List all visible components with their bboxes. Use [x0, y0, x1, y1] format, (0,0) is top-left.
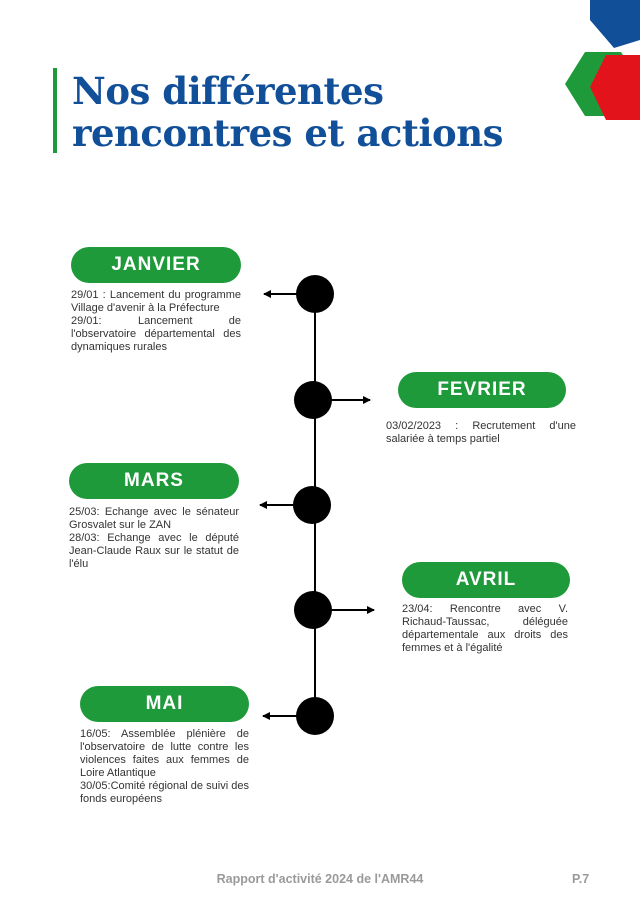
- event-description-mars: [69, 506, 239, 571]
- month-label-avril: AVRIL: [402, 562, 570, 598]
- page-title-line1: Nos différentes: [72, 69, 384, 113]
- event-item: 30/05:Comité régional de suivi des fonds européens: [80, 780, 249, 805]
- month-label-mai: MAI: [80, 686, 249, 722]
- event-description-janvier: [71, 289, 241, 354]
- footer-text: Rapport d'activité 2024 de l'AMR44: [216, 872, 424, 886]
- event-item: 03/02/2023 : Recrutement d'une salariée à temps partiel: [386, 420, 576, 445]
- event-item: 16/05: Assemblée plénière de l'observatoire de lutte contre les violences faites aux femmes de Loire Atlantique: [80, 728, 249, 779]
- event-item: 23/04: Rencontre avec V. Richaud-Taussac, déléguée départementale aux droits des femmes et à l'égalité: [402, 603, 568, 654]
- event-item: 28/03: Echange avec le député Jean-Claude Raux sur le statut de l'élu: [69, 532, 239, 570]
- event-item: 29/01 : Lancement du programme Village d'avenir à la Préfecture: [71, 289, 241, 314]
- event-description-mai: [80, 728, 249, 806]
- node-avril: [294, 591, 332, 629]
- event-description-avril: [402, 603, 568, 655]
- month-label-fevrier: FEVRIER: [398, 372, 566, 408]
- event-description-fevrier: [386, 420, 576, 446]
- node-janvier: [296, 275, 334, 313]
- node-fevrier: [294, 381, 332, 419]
- month-label-mars: MARS: [69, 463, 239, 499]
- node-mars: [293, 486, 331, 524]
- event-item: 25/03: Echange avec le sénateur Grosvalet sur le ZAN: [69, 506, 239, 531]
- event-item: 29/01: Lancement de l'observatoire départemental des dynamiques rurales: [71, 315, 241, 353]
- month-label-janvier: JANVIER: [71, 247, 241, 283]
- page-title-line2: rencontres et actions: [72, 111, 503, 155]
- page-number: P.7: [572, 872, 590, 886]
- node-mai: [296, 697, 334, 735]
